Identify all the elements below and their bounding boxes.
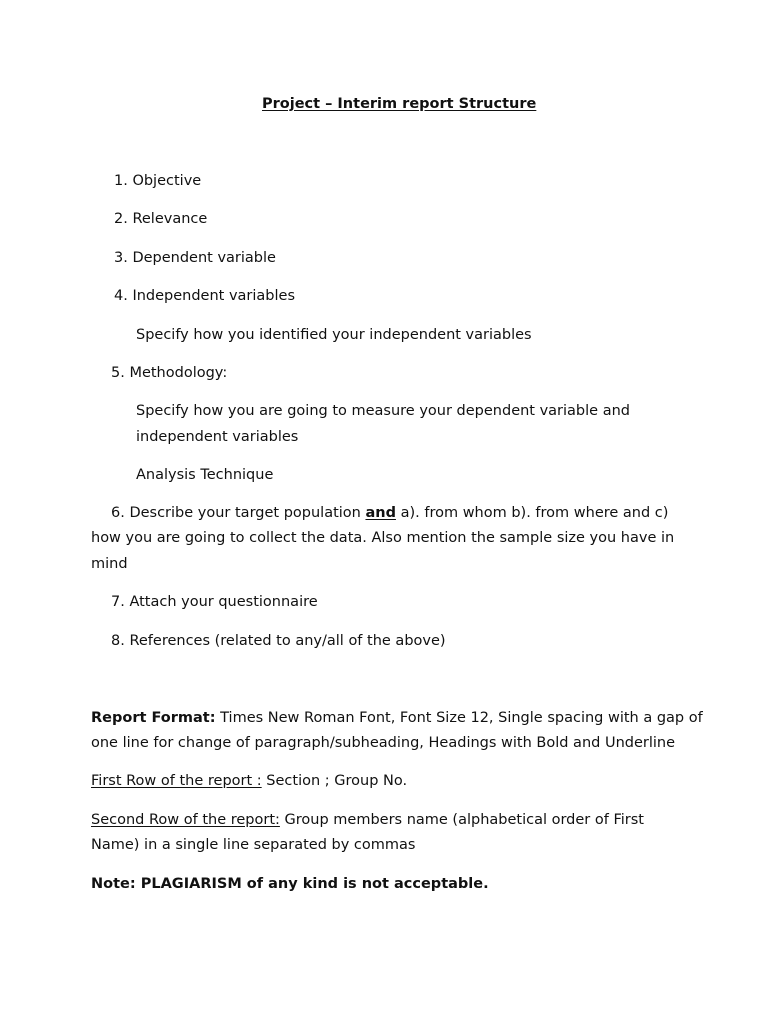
plagiarism-note: Note: PLAGIARISM of any kind is not acceptable. [91,876,489,892]
list-item-target-population-line-2: how you are going to collect the data. Also mention the sample size you have in [91,530,675,546]
target-population-and: and [365,505,396,521]
report-format-heading: Report Format: [91,710,216,726]
analysis-technique-note: Analysis Technique [136,467,274,483]
report-format-line-1 [91,709,703,727]
list-item-relevance: 2. Relevance [114,211,208,227]
second-row-line-1 [91,811,644,829]
list-item-target-population-line-1 [111,504,668,522]
list-item-target-population-line-3: mind [91,556,128,572]
list-item-questionnaire: 7. Attach your questionnaire [111,594,318,610]
second-row-text-1: Group members name (alphabetical order of First [279,812,644,828]
list-item-methodology: 5. Methodology: [111,365,228,381]
first-row-heading: First Row of the report : [91,773,262,789]
methodology-note-line-2: independent variables [136,429,299,445]
target-population-suffix: a). from whom b). from where and c) [395,505,669,521]
list-item-references: 8. References (related to any/all of the above) [111,633,446,649]
report-format-text-1: Times New Roman Font, Font Size 12, Single spacing with a gap of [215,710,703,726]
second-row-heading: Second Row of the report: [91,812,280,828]
report-format-line-2: one line for change of paragraph/subheading, Headings with Bold and Underline [91,735,676,751]
first-row-text: Section ; Group No. [261,773,408,789]
second-row-line-2: Name) in a single line separated by commas [91,837,416,853]
first-row-line [91,772,407,790]
methodology-note-line-1: Specify how you are going to measure your dependent variable and [136,403,630,419]
independent-variables-note: Specify how you identified your independent variables [136,327,532,343]
list-item-objective: 1. Objective [114,173,202,189]
list-item-independent-variables: 4. Independent variables [114,288,296,304]
target-population-prefix: 6. Describe your target population [111,505,366,521]
document-title: Project – Interim report Structure [262,96,537,112]
list-item-dependent-variable: 3. Dependent variable [114,250,276,266]
